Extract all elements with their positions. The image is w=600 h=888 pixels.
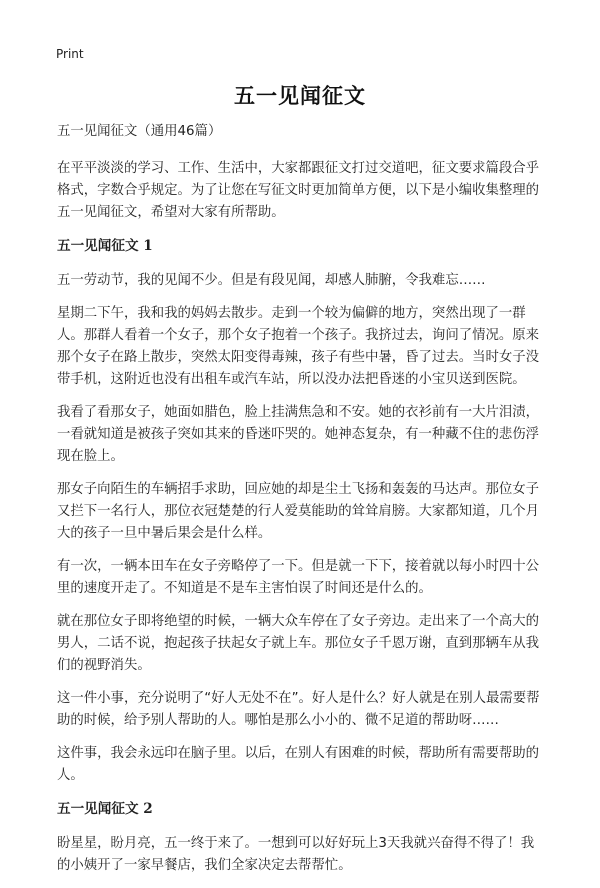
paragraph: 这一件小事，充分说明了“好人无处不在”。好人是什么？好人就是在别人最需要帮助的时候，给予别人帮助的人。哪怕是那么小小的、微不足道的帮助呀……	[57, 691, 540, 728]
intro-paragraph: 在平平淡淡的学习、工作、生活中，大家都跟征文打过交道吧，征文要求篇段合乎格式，字数合乎规定。为了让您在写征文时更加简单方便，以下是小编收集整理的五一见闻征文，希望对大家有所帮助。	[57, 161, 540, 220]
paragraph: 盼星星，盼月亮，五一终于来了。一想到可以好好玩上3天我就兴奋得不得了！我的小姨开了一家早餐店，我们全家决定去帮帮忙。	[57, 836, 535, 873]
section-heading: 五一见闻征文 2	[57, 801, 153, 817]
document-body	[57, 121, 546, 888]
print-link[interactable]: Print	[56, 47, 84, 61]
paragraph: 星期二下午，我和我的妈妈去散步。走到一个较为偏僻的地方，突然出现了一群人。那群人看着一个女子，那个女子抱着一个孩子。我挤过去，询问了情况。原来那个女子在路上散步，突然太阳变得毒辣，孩子有些中暑，昏了过去。当时女子没带手机，这附近也没有出租车或汽车站，所以没办法把昏迷的小宝贝送到医院。	[57, 306, 540, 387]
document-subtitle: 五一见闻征文（通用46篇）	[57, 124, 222, 139]
section-heading: 五一见闻征文 1	[57, 238, 153, 254]
paragraph: 这件事，我会永远印在脑子里。以后，在别人有困难的时候，帮助所有需要帮助的人。	[57, 746, 540, 783]
paragraph: 那女子向陌生的车辆招手求助，回应她的却是尘土飞扬和轰轰的马达声。那位女子又拦下一名行人，那位衣冠楚楚的行人爱莫能助的耸耸肩膀。大家都知道，几个月大的孩子一旦中暑后果会是什么样。	[57, 482, 540, 541]
paragraph: 五一劳动节，我的见闻不少。但是有段见闻，却感人肺腑，令我难忘……	[57, 273, 486, 288]
paragraph: 有一次，一辆本田车在女子旁略停了一下。但是就一下下，接着就以每小时四十公里的速度开走了。不知道是不是车主害怕误了时间还是什么的。	[57, 559, 540, 596]
paragraph: 就在那位女子即将绝望的时候，一辆大众车停在了女子旁边。走出来了一个高大的男人，二话不说，抱起孩子扶起女子就上车。那位女子千恩万谢，直到那辆车从我们的视野消失。	[57, 614, 540, 673]
document-title: 五一见闻征文	[234, 84, 366, 108]
paragraph: 我看了看那女子，她面如腊色，脸上挂满焦急和不安。她的衣衫前有一大片泪渍，一看就知道是被孩子突如其来的昏迷吓哭的。她神态复杂，有一种藏不住的悲伤浮现在脸上。	[57, 405, 540, 464]
